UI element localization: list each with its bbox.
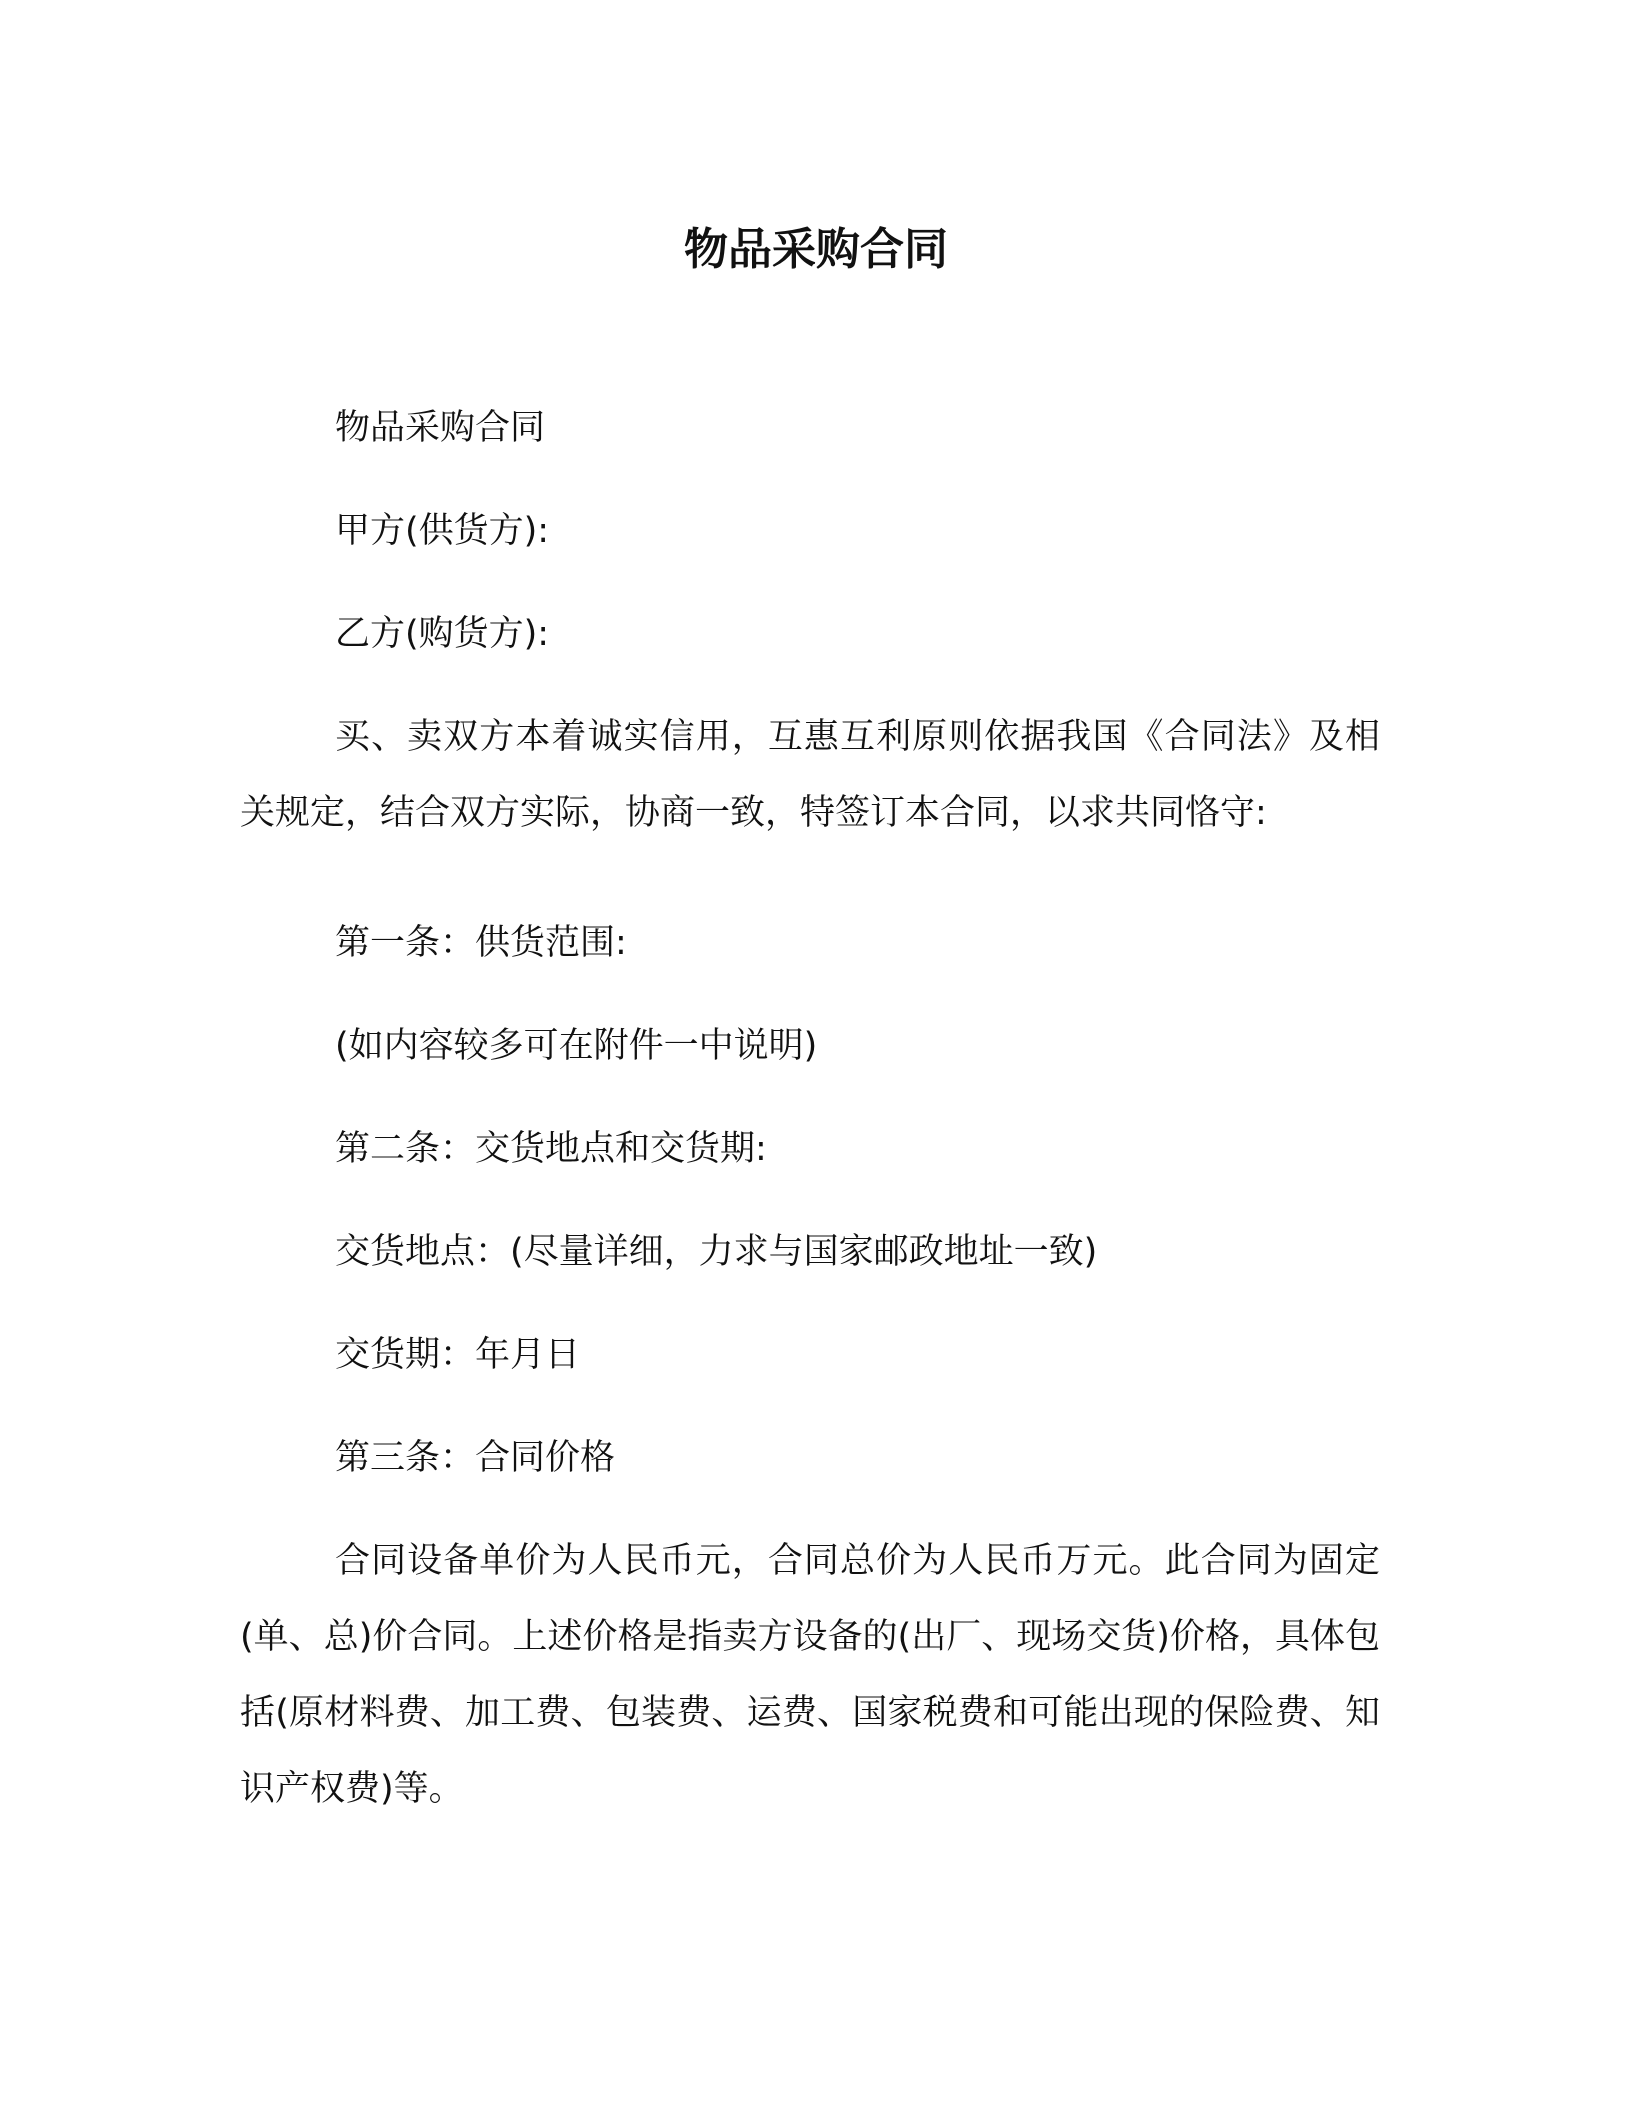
- delivery-date-line: 交货期：年月日: [335, 1335, 581, 1375]
- preamble-paragraph: 买、卖双方本着诚实信用，互惠互利原则依据我国《合同法》及相关规定，结合双方实际，协商一致，特签订本合同，以求共同恪守:: [240, 717, 1380, 833]
- delivery-location-line: 交货地点：(尽量详细，力求与国家邮政地址一致): [335, 1232, 1098, 1272]
- article-1-note: (如内容较多可在附件一中说明): [335, 1026, 818, 1066]
- price-paragraph: 合同设备单价为人民币元，合同总价为人民币万元。此合同为固定(单、总)价合同。上述价格是指卖方设备的(出厂、现场交货)价格，具体包括(原材料费、加工费、包装费、运费、国家税费和可能出现的保险费、知识产权费)等。: [240, 1541, 1380, 1809]
- party-b-line: 乙方(购货方):: [335, 614, 550, 654]
- article-3-heading: 第三条：合同价格: [335, 1438, 616, 1478]
- article-2-heading: 第二条：交货地点和交货期:: [335, 1129, 767, 1169]
- document-body: [240, 390, 1380, 1853]
- document-title: 物品采购合同: [684, 224, 948, 275]
- article-1-heading: 第一条：供货范围:: [335, 923, 627, 963]
- party-a-line: 甲方(供货方):: [335, 511, 550, 551]
- contract-heading: 物品采购合同: [335, 408, 546, 448]
